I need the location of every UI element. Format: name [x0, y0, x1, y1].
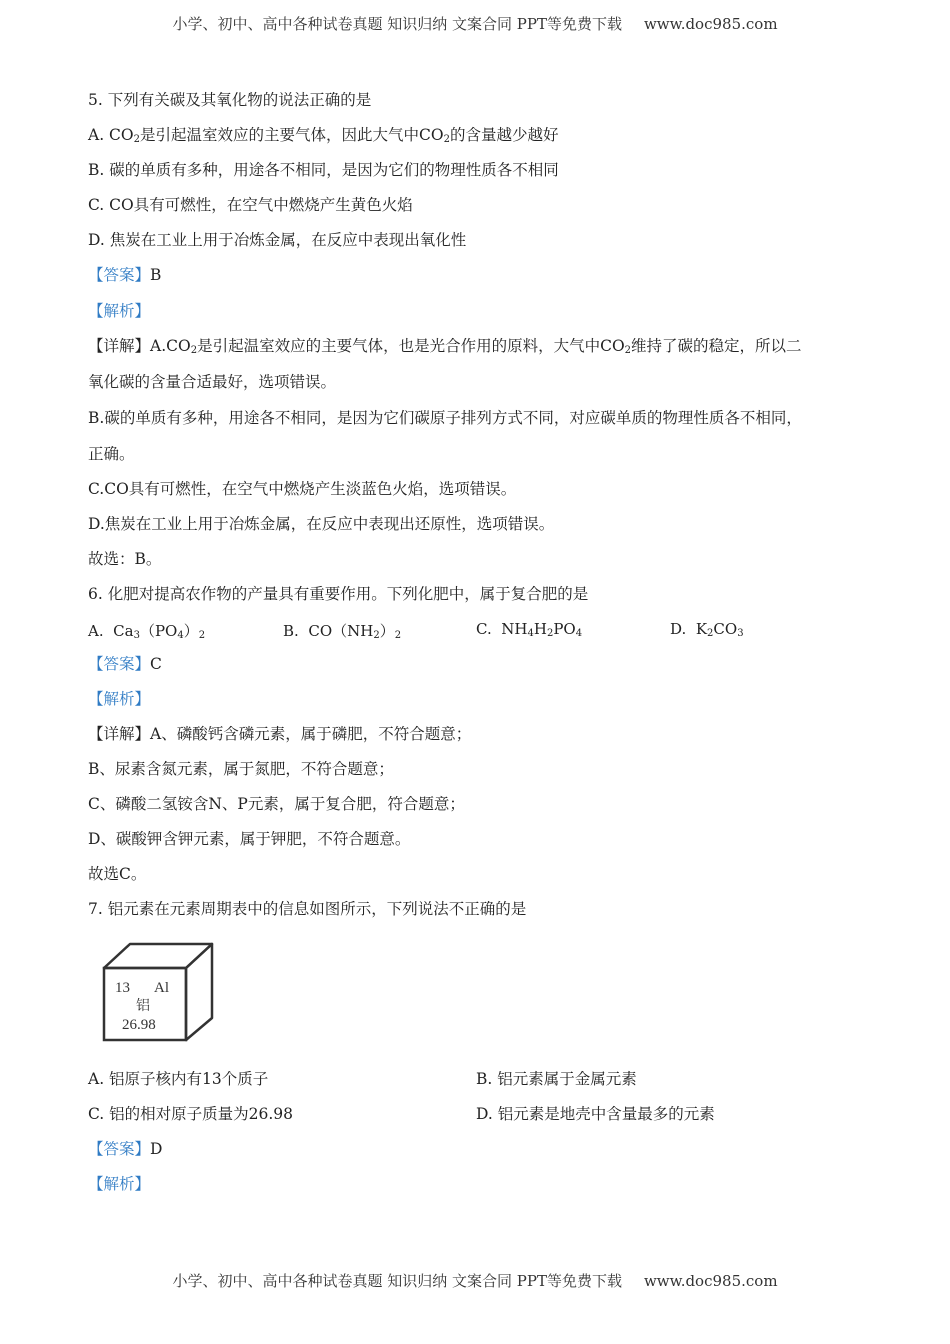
q6-option-c: C. $NH_4H_2PO_4$: [476, 620, 583, 639]
q5-stem: 5. 下列有关碳及其氧化物的说法正确的是: [88, 91, 372, 109]
q6-analysis-label: 【解析】: [88, 690, 151, 708]
q5-conclusion: 故选：B。: [88, 550, 162, 568]
q5-detail-1-cont: 氧化碳的含量合适最好，选项错误。: [88, 373, 337, 391]
q5-detail-3: C.CO具有可燃性，在空气中燃烧产生淡蓝色火焰，选项错误。: [88, 480, 517, 498]
q5-option-b: B. 碳的单质有多种，用途各不相同，是因为它们的物理性质各不相同: [88, 161, 559, 179]
q5-detail-1: 【详解】$A.CO_2$是引起温室效应的主要气体，也是光合作用的原料，大气中$CO_2$维持了碳的稳定，所以二: [88, 337, 802, 356]
footer-url[interactable]: www.doc985.com: [643, 1272, 778, 1290]
q7-analysis-label: 【解析】: [88, 1175, 151, 1193]
q7-option-d: D. 铝元素是地壳中含量最多的元素: [476, 1105, 715, 1123]
q6-answer: [88, 654, 162, 674]
periodic-table-cell-figure: [100, 940, 220, 1048]
q6-conclusion: 故选C。: [88, 865, 147, 883]
header-text: 小学、初中、高中各种试卷真题 知识归纳 文案合同 PPT等免费下载: [172, 15, 622, 33]
answer-value: B: [150, 266, 162, 284]
q6-stem: 6. 化肥对提高农作物的产量具有重要作用。下列化肥中，属于复合肥的是: [88, 585, 589, 603]
detail-label: 【详解】: [88, 337, 151, 355]
q6-detail-1: 【详解】A、磷酸钙含磷元素，属于磷肥，不符合题意；: [88, 725, 472, 743]
cell-element-name: 铝: [136, 998, 150, 1014]
header-url[interactable]: www.doc985.com: [643, 15, 778, 33]
answer-label: 【答案】: [88, 1140, 151, 1158]
detail-label: 【详解】: [88, 725, 151, 743]
q5-detail-2-cont: 正确。: [88, 445, 135, 463]
q5-option-c: C. CO具有可燃性，在空气中燃烧产生黄色火焰: [88, 196, 413, 214]
answer-label: 【答案】: [88, 266, 151, 284]
page-header: [0, 13, 950, 34]
q6-detail-2: B、尿素含氮元素，属于氮肥，不符合题意；: [88, 760, 394, 778]
q5-option-d: D. 焦炭在工业上用于冶炼金属，在反应中表现出氧化性: [88, 231, 467, 249]
q7-answer: [88, 1139, 162, 1159]
q6-detail-4: D、碳酸钾含钾元素，属于钾肥，不符合题意。: [88, 830, 411, 848]
answer-value: C: [150, 655, 162, 673]
q6-option-b: B. $CO(NH_2)_2$: [283, 622, 402, 641]
footer-text: 小学、初中、高中各种试卷真题 知识归纳 文案合同 PPT等免费下载: [172, 1272, 622, 1290]
q5-detail-2: B.碳的单质有多种，用途各不相同，是因为它们碳原子排列方式不同，对应碳单质的物理性质各不相同，: [88, 409, 802, 427]
periodic-cell-drawing: [100, 940, 220, 1044]
q7-option-c: C. 铝的相对原子质量为26.98: [88, 1105, 294, 1123]
q7-option-b: B. 铝元素属于金属元素: [476, 1070, 637, 1088]
q5-answer: [88, 265, 161, 285]
q6-detail-3: C、磷酸二氢铵含N、P元素，属于复合肥，符合题意；: [88, 795, 465, 813]
q7-stem: 7. 铝元素在元素周期表中的信息如图所示，下列说法不正确的是: [88, 900, 527, 918]
answer-label: 【答案】: [88, 655, 151, 673]
page-footer: [0, 1270, 950, 1291]
q6-option-d: D. $K_2CO_3$: [670, 620, 744, 639]
q5-detail-4: D.焦炭在工业上用于冶炼金属，在反应中表现出还原性，选项错误。: [88, 515, 555, 533]
q6-option-a: A. $Ca_3(PO_4)_2$: [88, 622, 206, 641]
cell-symbol: Al: [154, 980, 169, 996]
cell-atomic-number: 13: [115, 980, 130, 996]
q7-option-a: A. 铝原子核内有13个质子: [88, 1070, 269, 1088]
q5-option-a: A. $CO_2$是引起温室效应的主要气体，因此大气中$CO_2$的含量越少越好: [88, 126, 559, 145]
answer-value: D: [150, 1140, 163, 1158]
q5-analysis-label: 【解析】: [88, 302, 151, 320]
cell-atomic-mass: 26.98: [122, 1017, 156, 1033]
